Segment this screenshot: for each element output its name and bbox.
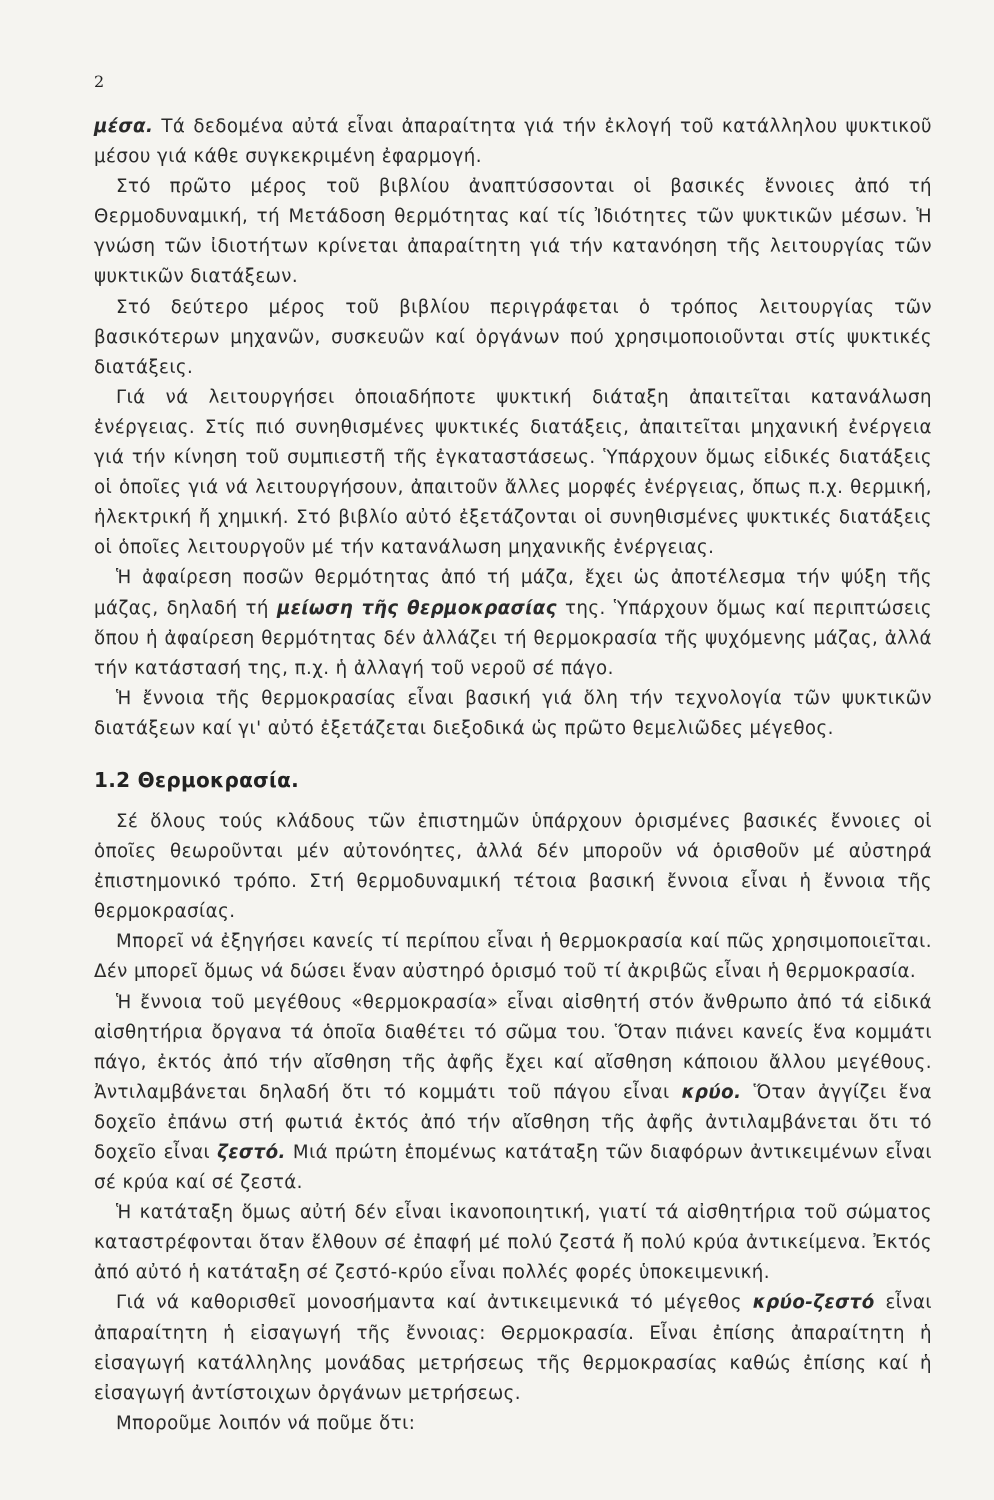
paragraph-5-text-b: της. Ὑπάρχουν ὅμως καί περιπτώσεις ὅπου ἡ ἀφαίρεση θερμότητας δέν ἀλλάζει τή θερμοκρασία τῆς ψυχόμενης μάζας, ἀλλά τήν κατάστασή της, π.χ. ἡ ἀλλαγή τοῦ νεροῦ σέ πάγο. bbox=[94, 597, 933, 679]
paragraph-11-text-b: εἶναι ἀπαραίτητη ἡ εἰσαγωγή τῆς ἔννοιας: Θερμοκρασία. Εἶναι ἐπίσης ἀπαραίτητη ἡ εἰσαγωγή κατάλληλης μονάδας μετρήσεως τῆς θερμοκρασίας καθώς ἐπίσης καί ἡ εἰσαγωγή ἀντίστοιχων ὀργάνων μετρήσεως. bbox=[94, 1292, 932, 1404]
paragraph-9-text-a: Ἡ ἔννοια τοῦ μεγέθους «θερμοκρασία» εἶναι αἰσθητή στόν ἄνθρωπο ἀπό τά εἰδικά αἰσθητήρια ὄργανα τά ὁποῖα διαθέτει τό σῶμα του. Ὅταν πιάνει κανείς ἕνα κομμάτι πάγο, ἐκτός ἀπό τήν αἴσθηση τῆς ἀφῆς ἔχει καί αἴσθηση κάποιου ἄλλου μεγέθους. Ἀντιλαμβάνεται δηλαδή ὅτι τό κομμάτι τοῦ πάγου εἶναι bbox=[94, 991, 932, 1103]
paragraph-9 bbox=[94, 988, 932, 1199]
paragraph-7: Σέ ὅλους τούς κλάδους τῶν ἐπιστημῶν ὑπάρχουν ὁρισμένες βασικές ἔννοιες οἱ ὁποῖες θεωροῦνται μέν αὐτονόητες, ἀλλά δέν μποροῦν νά ὁρισθοῦν μέ αὐστηρά ἐπιστημονικό τρόπο. Στή θερμοδυναμική τέτοια βασική ἔννοια εἶναι ἡ ἔννοια τῆς θερμοκρασίας. bbox=[94, 810, 932, 923]
paragraph-6: Ἡ ἔννοια τῆς θερμοκρασίας εἶναι βασική γιά ὅλη τήν τεχνολογία τῶν ψυκτικῶν διατάξεων καί γι' αὐτό ἐξετάζεται διεξοδικά ὡς πρῶτο θεμελιῶδες μέγεθος. bbox=[94, 687, 932, 739]
paragraph-9-text-b: Ὅταν ἀγγίζει ἕνα δοχεῖο ἐπάνω στή φωτιά ἐκτός ἀπό τήν αἴσθηση τῆς ἀφῆς ἀντιλαμβάνεται ὅτι τό δοχεῖο εἶναι bbox=[94, 1081, 932, 1163]
paragraph-8: Μπορεῖ νά ἐξηγήσει κανείς τί περίπου εἶναι ἡ θερμοκρασία καί πῶς χρησιμοποιεῖται. Δέν μπορεῖ ὅμως νά δώσει ἕναν αὐστηρό ὁρισμό τοῦ τί ἀκριβῶς εἶναι ἡ θερμοκρασία. bbox=[94, 931, 932, 983]
paragraph-12: Μποροῦμε λοιπόν νά ποῦμε ὅτι: bbox=[116, 1412, 416, 1434]
emphasis-temperature-decrease: μείωση τῆς θερμοκρασίας bbox=[276, 597, 557, 619]
emphasis-cold: κρύο. bbox=[681, 1081, 742, 1103]
emphasis-mesa: μέσα. bbox=[94, 116, 154, 137]
paragraph-1-text: Τά δεδομένα αὐτά εἶναι ἀπαραίτητα γιά τήν ἐκλογή τοῦ κατάλληλου ψυκτικοῦ μέσου γιά κάθε συγκεκριμένη ἐφαρμογή. bbox=[94, 116, 932, 168]
paragraph-3: Στό δεύτερο μέρος τοῦ βιβλίου περιγράφεται ὁ τρόπος λειτουργίας τῶν βασικότερων μηχανῶν, συσκευῶν καί ὀργάνων πού χρησιμοποιοῦνται στίς ψυκτικές διατάξεις. bbox=[94, 296, 932, 378]
emphasis-hot: ζεστό. bbox=[217, 1142, 286, 1163]
paragraph-11-text-a: Γιά νά καθορισθεῖ μονοσήμαντα καί ἀντικειμενικά τό μέγεθος bbox=[116, 1292, 753, 1314]
paragraph-4: Γιά νά λειτουργήσει ὁποιαδήποτε ψυκτική διάταξη ἀπαιτεῖται κατανάλωση ἐνέργειας. Στίς πιό συνηθισμένες ψυκτικές διατάξεις, ἀπαιτεῖται μηχανική ἐνέργεια γιά τήν κίνηση τοῦ συμπιεστῆ τῆς ἐγκαταστάσεως. Ὑπάρχουν ὅμως εἰδικές διατάξεις οἱ ὁποῖες γιά νά λειτουργήσουν, ἀπαιτοῦν ἄλλες μορφές ἐνέργειας, ὅπως π.χ. θερμική, ἠλεκτρική ἤ χημική. Στό βιβλίο αὐτό ἐξετάζονται οἱ συνηθισμένες ψυκτικές διατάξεις οἱ ὁποῖες λειτουργοῦν μέ τήν κατανάλωση μηχανικῆς ἐνέργειας. bbox=[94, 386, 932, 559]
section-heading: 1.2 Θερμοκρασία. bbox=[94, 767, 300, 792]
emphasis-cold-hot: κρύο-ζεστό bbox=[752, 1292, 875, 1314]
paragraph-11 bbox=[94, 1288, 932, 1408]
paragraph-5 bbox=[94, 563, 932, 683]
paragraph-5-text-a: Ἡ ἀφαίρεση ποσῶν θερμότητας ἀπό τή μάζα, ἔχει ὡς ἀποτέλεσμα τήν ψύξη τῆς μάζας, δηλαδή τή bbox=[94, 567, 932, 619]
body-text bbox=[94, 112, 932, 1439]
paragraph-9-text-c: Μιά πρώτη ἑπομένως κατάταξη τῶν διαφόρων ἀντικειμένων εἶναι σέ κρύα καί σέ ζεστά. bbox=[94, 1142, 932, 1194]
paragraph-2: Στό πρῶτο μέρος τοῦ βιβλίου ἀναπτύσσονται οἱ βασικές ἔννοιες ἀπό τή Θερμοδυναμική, τή Μετάδοση θερμότητας καί τίς Ἰδιότητες τῶν ψυκτικῶν μέσων. Ἡ γνώση τῶν ἰδιοτήτων κρίνεται ἀπαραίτητη γιά τήν κατανόηση τῆς λειτουργίας τῶν ψυκτικῶν διατάξεων. bbox=[94, 176, 932, 288]
page-number: 2 bbox=[94, 72, 105, 91]
paragraph-1 bbox=[94, 112, 932, 172]
paragraph-10: Ἡ κατάταξη ὅμως αὐτή δέν εἶναι ἱκανοποιητική, γιατί τά αἰσθητήρια τοῦ σώματος καταστρέφονται ὅταν ἔλθουν σέ ἐπαφή μέ πολύ ζεστά ἤ πολύ κρύα ἀντικείμενα. Ἐκτός ἀπό αὐτό ἡ κατάταξη σέ ζεστό-κρύο εἶναι πολλές φορές ὑποκειμενική. bbox=[94, 1202, 932, 1284]
